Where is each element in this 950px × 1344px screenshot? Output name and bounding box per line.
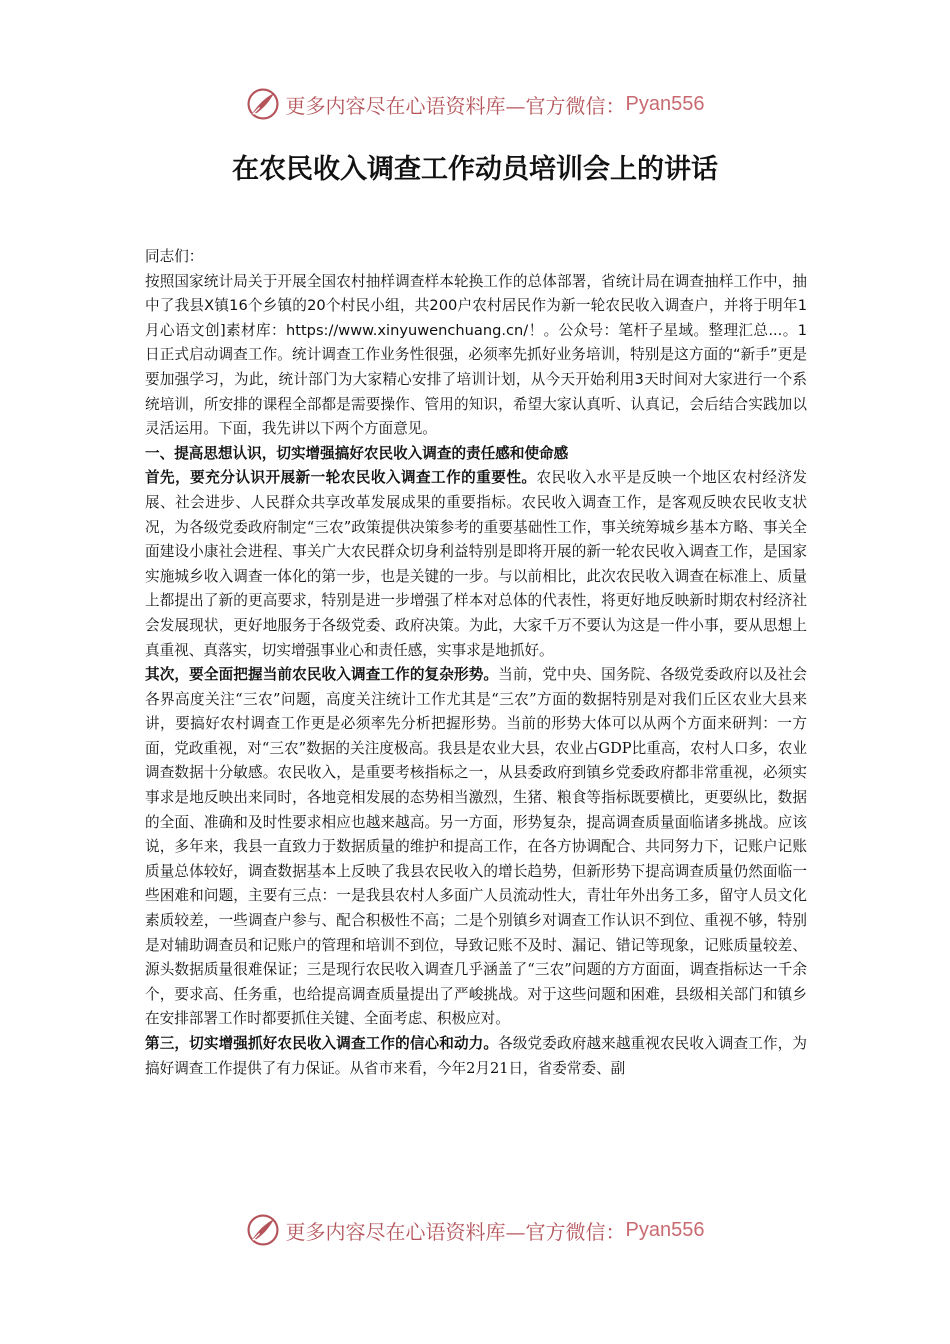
banner-handle: Pyan556	[625, 1218, 705, 1241]
footer-watermark-banner	[0, 1210, 950, 1250]
quill-logo-icon	[246, 87, 280, 121]
paragraph-text: 当前，党中央、国务院、各级党委政府以及社会各界高度关注“三农”问题，高度关注统计工作尤其是“三农”方面的数据特别是对我们丘区农业大县来讲，要搞好农村调查工作更是必须率先分析把握形势。当前的形势大体可以从两个方面来研判：一方面，党政重视，对“三农”数据的关注度极高。我县是农业大县，农业占GDP比重高，农村人口多，农业调查数据十分敏感。农民收入，是重要考核指标之一，从县委政府到镇乡党委政府都非常重视，必须实事求是地反映出来同时，各地竞相发展的态势相当激烈，生猪、粮食等指标既要横比，更要纵比，数据的全面、准确和及时性要求相应也越来越高。另一方面，形势复杂，提高调查质量面临诸多挑战。应该说，多年来，我县一直致力于数据质量的维护和提高工作，在各方协调配合、共同努力下，记账户记账质量总体较好，调查数据基本上反映了我县农民收入的增长趋势，但新形势下提高调查质量仍然面临一些困难和问题，主要有三点：一是我县农村人多面广人员流动性大，青壮年外出务工多，留守人员文化素质较差，一些调查户参与、配合积极性不高；二是个别镇乡对调查工作认识不到位、重视不够，特别是对辅助调查员和记账户的管理和培训不到位，导致记账不及时、漏记、错记等现象，记账质量较差、源头数据质量很难保证；三是现行农民收入调查几乎涵盖了“三农”问题的方方面面，调查指标达一千余个，要求高、任务重，也给提高调查质量提出了严峻挑战。对于这些问题和困难，县级相关部门和镇乡在安排部署工作时都要抓住关键、全面考虑、积极应对。	[145, 666, 807, 1028]
page-title: 在农民收入调查工作动员培训会上的讲话	[232, 154, 718, 185]
banner-handle: Pyan556	[625, 92, 705, 115]
banner-text: 更多内容尽在心语资料库—官方微信：	[285, 1219, 626, 1244]
paragraph-importance	[145, 466, 807, 663]
paragraph-lead: 其次，要全面把握当前农民收入调查工作的复杂形势。	[145, 666, 499, 684]
paragraph-text: 农民收入水平是反映一个地区农村经济发展、社会进步、人民群众共享改革发展成果的重要指标。农民收入调查工作，是客观反映农民收支状况，为各级党委政府制定“三农”政策提供决策参考的重要基础性工作，事关统筹城乡基本方略、事关全面建设小康社会进程、事关广大农民群众切身利益特别是即将开展的新一轮农民收入调查工作，是国家实施城乡收入调查一体化的第一步，也是关键的一步。与以前相比，此次农民收入调查在标准上、质量上都提出了新的更高要求，特别是进一步增强了样本对总体的代表性，将更好地反映新时期农村经济社会发展现状，更好地服务于各级党委、政府决策。为此，大家千万不要认为这是一件小事，要从思想上真重视、真落实，切实增强事业心和责任感，实事求是地抓好。	[145, 469, 807, 659]
paragraph-confidence	[145, 1032, 807, 1081]
banner-text: 更多内容尽在心语资料库—官方微信：	[285, 93, 626, 118]
paragraph-text: 各级党委政府越来越重视农民收入调查工作，为搞好调查工作提供了有力保证。从省市来看，今年2月21日，省委常委、副	[145, 1035, 807, 1077]
paragraph-lead: 首先，要充分认识开展新一轮农民收入调查工作的重要性。	[145, 469, 537, 487]
paragraph-lead: 第三，切实增强抓好农民收入调查工作的信心和动力。	[145, 1035, 499, 1052]
section-heading-1: 一、提高思想认识，切实增强搞好农民收入调查的责任感和使命感	[145, 444, 569, 462]
document-body	[145, 245, 807, 1081]
quill-logo-icon	[246, 1213, 280, 1247]
paragraph-situation	[145, 663, 807, 1032]
salutation: 同志们：	[145, 248, 204, 265]
intro-paragraph: 按照国家统计局关于开展全国农村抽样调查样本轮换工作的总体部署，省统计局在调查抽样工作中，抽中了我县X镇16个乡镇的20个村民小组，共200户农村居民作为新一轮农民收入调查户，并将于明年1月心语文创]素材库：https://www.xinyuwenchuang.cn/！。公众号：笔杆子星域。整理汇总...。1日正式启动调查工作。统计调查工作业务性很强，必须率先抓好业务培训，特别是这方面的“新手”更是要加强学习，为此，统计部门为大家精心安排了培训计划，从今天开始利用3天时间对大家进行一个系统培训，所安排的课程全部都是需要操作、管用的知识，希望大家认真听、认真记，会后结合实践加以灵活运用。下面，我先讲以下两个方面意见。	[145, 272, 807, 438]
header-watermark-banner	[0, 84, 950, 124]
